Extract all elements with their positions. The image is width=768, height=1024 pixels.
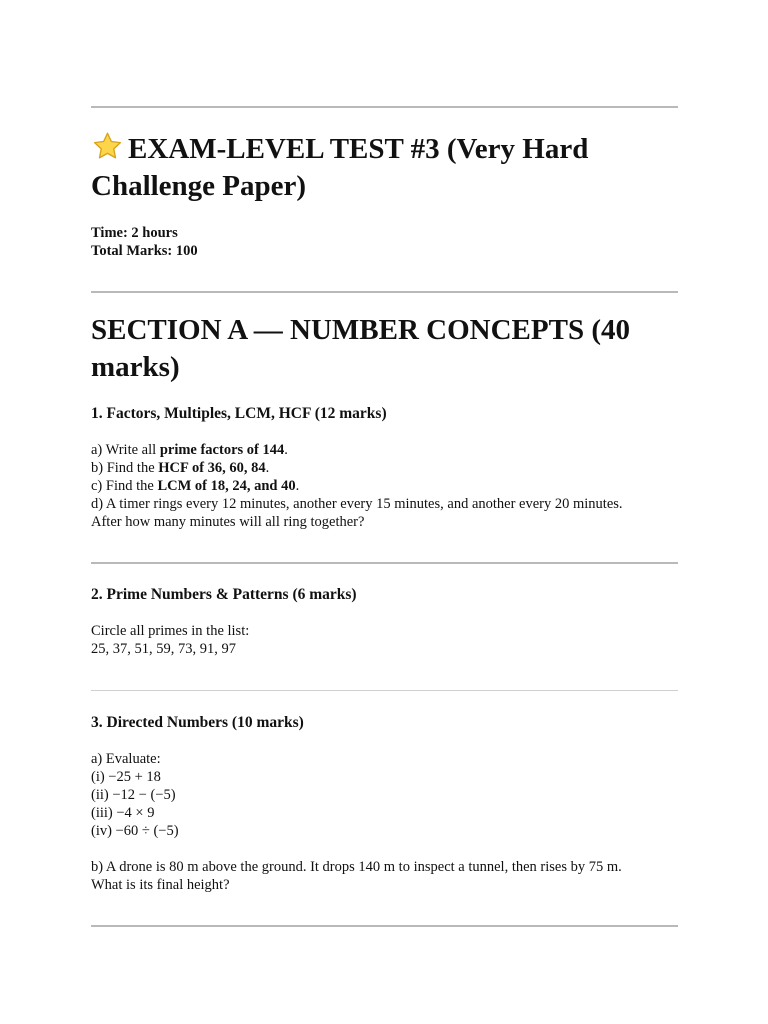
- question-2-title: 2. Prime Numbers & Patterns (6 marks): [91, 586, 357, 603]
- page-title-text: EXAM-LEVEL TEST #3 (Very Hard Challenge Paper): [91, 133, 589, 202]
- question-3a-i: (i) −25 + 18: [91, 769, 161, 785]
- q1c-text: c) Find the: [91, 478, 158, 494]
- question-3a-iv: (iv) −60 ÷ (−5): [91, 823, 179, 839]
- question-1d-line-1: d) A timer rings every 12 minutes, another every 15 minutes, and another every 20 minutes.: [91, 496, 623, 512]
- question-3a-ii: (ii) −12 − (−5): [91, 787, 176, 803]
- section-divider: [91, 291, 678, 293]
- question-3b-body: [91, 858, 691, 894]
- top-divider: [91, 106, 678, 108]
- q1a-bold: prime factors of 144: [159, 442, 285, 458]
- question-2-body: [91, 622, 249, 658]
- q1a-text: a) Write all: [91, 442, 160, 458]
- question-3b-line-2: What is its final height?: [91, 877, 230, 893]
- question-2-instruction: Circle all primes in the list:: [91, 623, 250, 639]
- question-2-divider: [91, 690, 678, 691]
- question-3-divider: [91, 925, 678, 927]
- q1a-end: .: [284, 442, 288, 458]
- question-3-title: 3. Directed Numbers (10 marks): [91, 714, 304, 731]
- question-1c: [91, 477, 691, 495]
- question-1-title: 1. Factors, Multiples, LCM, HCF (12 marks): [91, 405, 387, 422]
- question-1b: [91, 459, 691, 477]
- question-1-title-block: [91, 404, 387, 424]
- exam-time: Time: 2 hours: [91, 225, 178, 241]
- q1b-text: b) Find the: [91, 460, 159, 476]
- question-3a-iii: (iii) −4 × 9: [91, 805, 155, 821]
- question-1-body: [91, 441, 691, 531]
- star-icon: [91, 131, 124, 161]
- question-3a-body: [91, 750, 179, 840]
- title-block: [91, 131, 691, 205]
- exam-meta: [91, 224, 198, 260]
- question-1d-line-2: After how many minutes will all ring together?: [91, 514, 365, 530]
- question-1-divider: [91, 562, 678, 564]
- question-2-number-list: 25, 37, 51, 59, 73, 91, 97: [91, 641, 236, 657]
- q1c-end: .: [295, 478, 300, 494]
- question-3-title-block: [91, 713, 304, 733]
- q1c-bold: LCM of 18, 24, and 40: [157, 478, 296, 494]
- exam-total-marks: Total Marks: 100: [91, 243, 198, 259]
- question-1a: [91, 441, 691, 459]
- section-a-heading: SECTION A — NUMBER CONCEPTS (40 marks): [91, 314, 630, 383]
- section-a-block: [91, 312, 691, 386]
- q1b-bold: HCF of 36, 60, 84: [158, 460, 266, 476]
- question-2-title-block: [91, 585, 357, 605]
- question-3b-line-1: b) A drone is 80 m above the ground. It drops 140 m to inspect a tunnel, then rises by 75 m.: [91, 859, 622, 875]
- page-title: [91, 131, 691, 205]
- q1b-end: .: [265, 460, 270, 476]
- question-3a-intro: a) Evaluate:: [91, 751, 161, 767]
